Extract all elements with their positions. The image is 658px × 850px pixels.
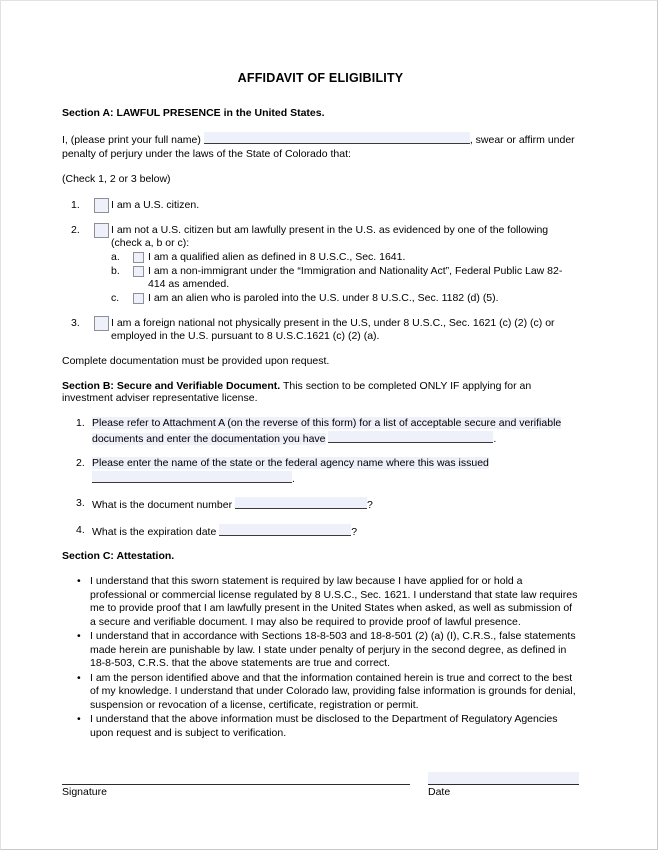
lawful-presence-options — [62, 199, 579, 344]
section-b-heading-normal: This section to be completed ONLY IF applying for an investment adviser representative license. — [62, 380, 532, 404]
signature-block — [62, 772, 579, 799]
issuing-authority-field[interactable] — [92, 471, 292, 483]
section-b-item-1-suffix: . — [493, 432, 497, 445]
section-b-items — [62, 417, 579, 539]
option-row-3[interactable] — [62, 317, 579, 344]
section-b-item-2 — [62, 457, 579, 486]
section-a-intro-after: , swear or affirm under penalty of perjury under the laws of the State of Colorado that: — [62, 134, 575, 160]
section-b-item-4-number: 4. — [76, 523, 85, 536]
section-a-intro-before: I, (please print your full name) — [62, 134, 201, 146]
sub-option-c-label: I am an alien who is paroled into the U.S. under 8 U.S.C., Sec. 1182 (d) (5). — [148, 291, 499, 304]
sub-option-row-a[interactable] — [111, 251, 579, 264]
section-b-item-3-body — [92, 497, 579, 513]
section-b-item-3-suffix: ? — [367, 499, 373, 511]
attestation-item-4 — [62, 713, 579, 740]
section-b-item-4 — [62, 524, 579, 540]
option-row-1[interactable] — [62, 199, 579, 213]
attestation-item-2 — [62, 630, 579, 671]
section-a-closing-note: Complete documentation must be provided upon request. — [62, 354, 330, 367]
sub-option-b-label: I am a non-immigrant under the “Immigration and Nationality Act”, Federal Public Law 82-414 as amended. — [148, 264, 563, 290]
section-b-item-3 — [62, 497, 579, 513]
signature-column — [62, 772, 410, 799]
option-1-number: 1. — [71, 198, 80, 211]
option-1-label: I am a U.S. citizen. — [111, 198, 200, 211]
sub-option-row-b[interactable] — [111, 265, 579, 291]
attestation-item-4-text: I understand that the above information must be disclosed to the Department of Regulatory Agencies upon request and is subject to verification. — [90, 713, 558, 739]
option-2-sub-options — [111, 251, 579, 305]
option-2-label: I am not a U.S. citizen but am lawfully present in the U.S. as evidenced by one of the following (check a, b or c): — [111, 223, 549, 249]
documentation-field[interactable] — [328, 431, 493, 443]
section-b-item-1-body — [92, 417, 579, 446]
checkbox-sub-option-c[interactable] — [133, 293, 144, 304]
section-b-item-2-body — [92, 457, 579, 486]
sub-option-a-letter: a. — [111, 250, 120, 263]
document-number-field[interactable] — [235, 497, 367, 509]
option-2-body — [111, 224, 579, 306]
section-a-heading: Section A: LAWFUL PRESENCE in the United States. — [62, 107, 325, 119]
bullet-icon: • — [77, 630, 81, 642]
expiration-date-field[interactable] — [219, 524, 351, 536]
section-b-item-2-suffix: . — [292, 472, 295, 485]
checkbox-sub-option-b[interactable] — [133, 266, 144, 277]
option-3-number: 3. — [71, 316, 80, 329]
section-c-heading: Section C: Attestation. — [62, 550, 175, 562]
bullet-icon: • — [77, 575, 81, 587]
document-content — [62, 71, 579, 799]
section-b-item-3-text: What is the document number — [92, 499, 233, 511]
attestation-item-3-text: I am the person identified above and that the information contained herein is true and correct to the best of my knowledge. I understand that under Colorado law, providing false information is grounds for denial, suspension or revocation of a license, certificate, registration or permit. — [90, 671, 576, 711]
attestation-item-1 — [62, 575, 579, 629]
check-instruction: (Check 1, 2 or 3 below) — [62, 173, 171, 185]
section-b-heading — [62, 380, 579, 404]
section-b-item-4-suffix: ? — [351, 525, 358, 538]
section-b-item-1 — [62, 417, 579, 446]
section-b-heading-bold: Section B: Secure and Verifiable Document. — [62, 380, 281, 392]
attestation-item-2-text: I understand that in accordance with Sections 18-8-503 and 18-8-501 (2) (a) (I), C.R.S., false statements made herein are punishable by law. I state under penalty of perjury in the second degree, as defined in 18-8-503, C.R.S. that the above statements are true and correct. — [90, 630, 576, 669]
date-field[interactable] — [428, 772, 579, 785]
option-2-number: 2. — [71, 223, 80, 236]
sub-option-a-label: I am a qualified alien as defined in 8 U.S.C., Sec. 1641. — [148, 250, 406, 263]
checkbox-option-2[interactable] — [94, 223, 109, 238]
section-b-item-4-body — [92, 524, 579, 540]
section-c-attestations — [62, 575, 579, 740]
signature-label: Signature — [62, 786, 107, 798]
checkbox-sub-option-a[interactable] — [133, 252, 144, 263]
section-b-item-4-text: What is the expiration date — [92, 525, 217, 538]
section-b-item-3-number: 3. — [76, 497, 85, 509]
section-b-item-1-number: 1. — [76, 417, 85, 429]
bullet-icon: • — [77, 713, 81, 725]
checkbox-option-3[interactable] — [94, 316, 109, 331]
attestation-item-3 — [62, 672, 579, 713]
attestation-item-1-text: I understand that this sworn statement is required by law because I have applied for or hold a professional or commercial license regulated by 8 U.S.C., Sec. 1621. I understand that state law requires me to provide proof that I am lawfully present in the United States when asked, as well as submission of a secure and verifiable document. I may also be required to provide proof of lawful presence. — [90, 575, 578, 628]
date-column — [410, 772, 579, 799]
bullet-icon: • — [77, 671, 81, 684]
option-3-label: I am a foreign national not physically present in the U.S, under 8 U.S.C., Sec. 1621 (c) (2) (c) or employed in the U.S. pursuant to 8 U.S.C.1621 (c) (2) (a). — [111, 316, 555, 342]
sub-option-c-letter: c. — [111, 291, 120, 304]
checkbox-option-1[interactable] — [94, 198, 109, 213]
section-b-item-2-number: 2. — [76, 457, 85, 469]
document-title: AFFIDAVIT OF ELIGIBILITY — [237, 71, 404, 85]
section-b-item-2-text: Please enter the name of the state or the federal agency name where this was issued — [92, 457, 489, 469]
full-name-field[interactable] — [204, 132, 470, 144]
sub-option-row-c[interactable] — [111, 292, 579, 305]
sub-option-b-letter: b. — [111, 264, 120, 277]
date-label: Date — [428, 786, 451, 798]
section-a-intro — [62, 132, 579, 161]
section-b-item-1-text: Please refer to Attachment A (on the reverse of this form) for a list of acceptable secure and verifiable documents and enter the documentation you have — [92, 417, 562, 445]
signature-field[interactable] — [62, 772, 410, 785]
option-row-2[interactable] — [62, 224, 579, 306]
